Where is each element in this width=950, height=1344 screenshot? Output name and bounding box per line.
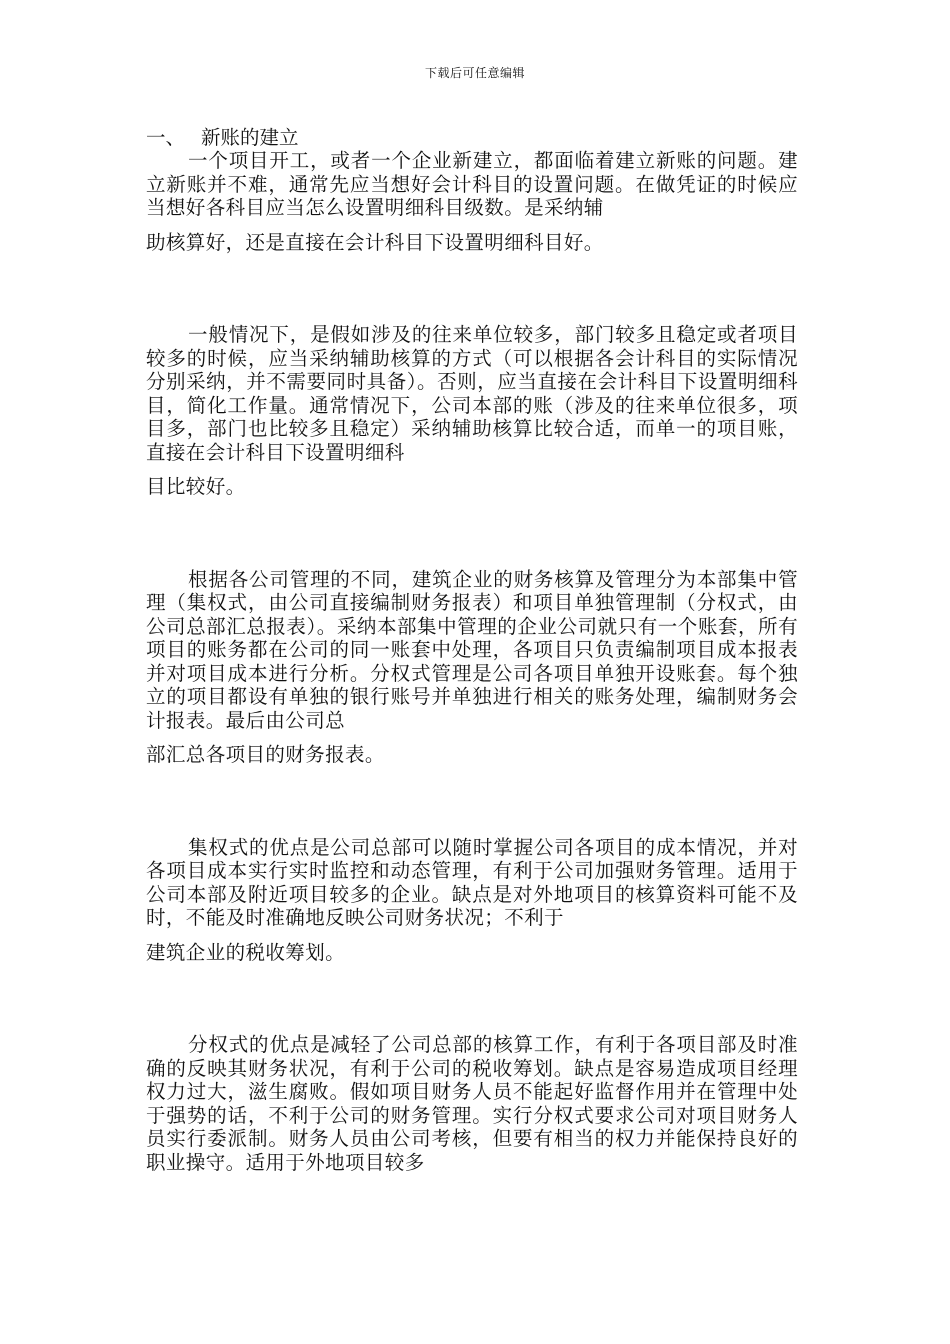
paragraph-2	[146, 323, 798, 499]
paragraph-4-body: 集权式的优点是公司总部可以随时掌握公司各项目的成本情况，并对各项目成本实行实时监控和动态管理，有利于公司加强财务管理。适用于公司本部及附近项目较多的企业。缺点是对外地项目的核算资料可能不及时，不能及时准确地反映公司财务状况；不利于	[146, 835, 798, 929]
paragraph-gap	[146, 499, 798, 568]
paragraph-5-body: 分权式的优点是减轻了公司总部的核算工作，有利于各项目部及时准确的反映其财务状况，有利于公司的税收筹划。缺点是容易造成项目经理权力过大，滋生腐败。假如项目财务人员不能起好监督作用并在管理中处于强势的话，不利于公司的财务管理。实行分权式要求公司对项目财务人员实行委派制。财务人员由公司考核，但要有相当的权力并能保持良好的职业操守。适用于外地项目较多	[146, 1033, 798, 1174]
paragraph-1	[146, 149, 798, 254]
paragraph-3-body: 根据各公司管理的不同，建筑企业的财务核算及管理分为本部集中管理（集权式，由公司直接编制财务报表）和项目单独管理制（分权式，由公司总部汇总报表）。采纳本部集中管理的企业公司就只有一个账套，所有项目的账务都在公司的同一账套中处理，各项目只负责编制项目成本报表并对项目成本进行分析。分权式管理是公司各项目单独开设账套。每个独立的项目都设有单独的银行账号并单独进行相关的账务处理，编制财务会计报表。最后由公司总	[146, 567, 798, 732]
paragraph-gap	[146, 254, 798, 323]
paragraph-1-body: 一个项目开工，或者一个企业新建立，都面临着建立新账的问题。建立新账并不难，通常先应当想好会计科目的设置问题。在做凭证的时候应当想好各科目应当怎么设置明细科目级数。是采纳辅	[146, 149, 798, 219]
paragraph-gap	[146, 767, 798, 836]
section-number: 一、	[146, 126, 186, 149]
paragraph-4	[146, 836, 798, 965]
paragraph-2-last-line: 目比较好。	[146, 475, 246, 498]
document-body	[146, 126, 798, 1174]
paragraph-4-last-line: 建筑企业的税收筹划。	[146, 940, 346, 964]
paragraph-3-last-line: 部汇总各项目的财务报表。	[146, 743, 385, 766]
section-heading	[146, 126, 798, 149]
section-title: 新账的建立	[201, 126, 299, 149]
paragraph-1-last-line: 助核算好，还是直接在会计科目下设置明细科目好。	[146, 230, 604, 254]
paragraph-2-body: 一般情况下，是假如涉及的往来单位较多，部门较多且稳定或者项目较多的时候，应当采纳辅助核算的方式（可以根据各会计科目的实际情况分别采纳，并不需要同时具备）。否则，应当直接在会计科目下设置明细科目，简化工作量。通常情况下，公司本部的账（涉及的往来单位很多，项目多，部门也比较多且稳定）采纳辅助核算比较合适，而单一的项目账，直接在会计科目下设置明细科	[146, 323, 798, 464]
page-header: 下载后可任意编辑	[424, 66, 525, 80]
paragraph-5	[146, 1033, 798, 1174]
paragraph-gap	[146, 964, 798, 1033]
paragraph-3	[146, 568, 798, 767]
